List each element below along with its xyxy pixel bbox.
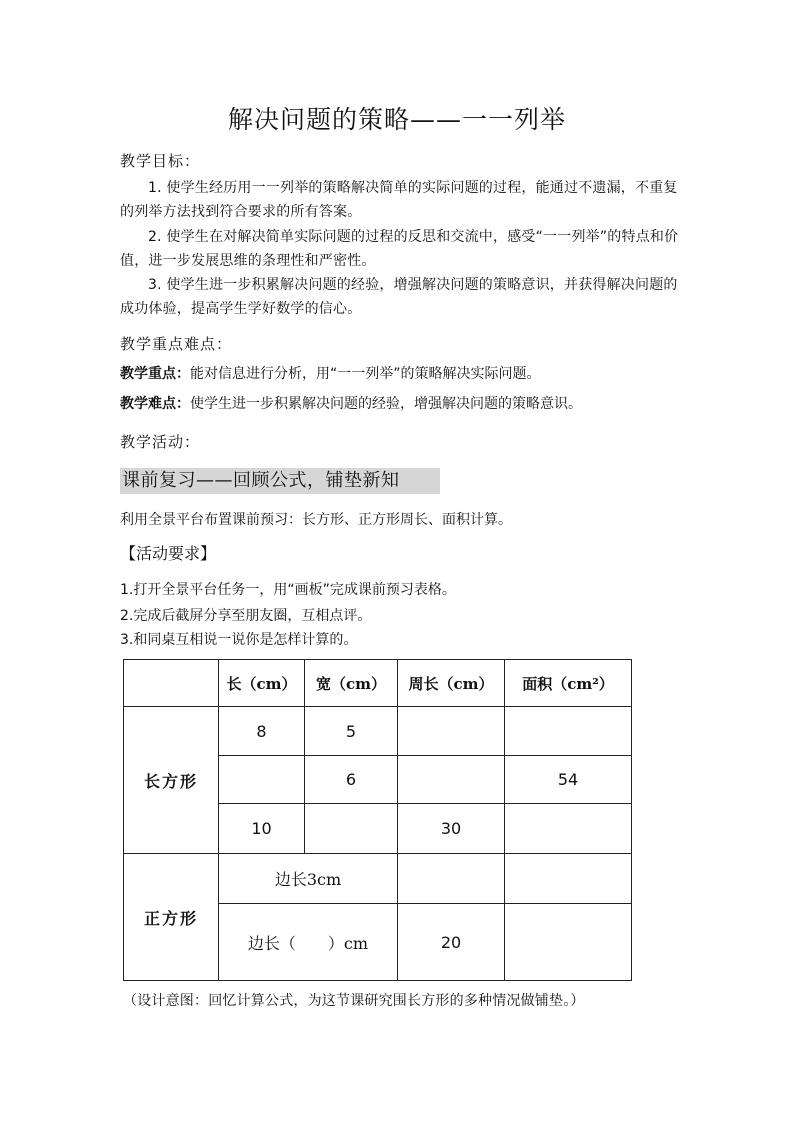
table-header-row <box>124 660 632 707</box>
table-cell <box>219 756 305 804</box>
table-cell: 8 <box>219 707 305 756</box>
page-title: 解决问题的策略——一一列举 <box>227 105 566 134</box>
objective-item <box>120 176 680 224</box>
focus-text: 能对信息进行分析，用“一一列举”的策略解决实际问题。 <box>190 366 541 382</box>
table-cell: 54 <box>505 756 632 804</box>
step-item: 3.和同桌互相说一说你是怎样计算的。 <box>120 632 358 648</box>
square-side-cell: 边长3cm <box>219 854 398 904</box>
step-item: 1.打开全景平台任务一，用“画板”完成课前预习表格。 <box>120 582 456 598</box>
table-cell <box>505 804 632 854</box>
difficulty-text: 使学生进一步积累解决问题的经验，增强解决问题的策略意识。 <box>190 396 582 412</box>
table-cell: 30 <box>398 804 505 854</box>
difficulty-label: 教学难点： <box>120 396 190 412</box>
step-item: 2.完成后截屏分享至朋友圈，互相点评。 <box>120 608 372 624</box>
table-corner-cell <box>124 660 219 707</box>
square-label: 正方形 <box>124 854 219 981</box>
table-row <box>124 854 632 904</box>
rectangle-label: 长方形 <box>124 707 219 854</box>
header-area: 面积（cm²） <box>505 660 632 707</box>
objective-text: 3. 使学生进一步积累解决问题的经验，增强解决问题的策略意识，并获得解决问题的成功体验，提高学生学好数学的信心。 <box>120 277 678 317</box>
objective-item <box>120 273 680 321</box>
objective-text: 2. 使学生在对解决简单实际问题的过程的反思和交流中，感受“一一列举”的特点和价值，进一步发展思维的条理性和严密性。 <box>120 229 679 269</box>
table-row <box>124 707 632 756</box>
requirements-heading: 【活动要求】 <box>120 544 217 563</box>
table-cell <box>398 756 505 804</box>
table-cell: 10 <box>219 804 305 854</box>
objective-text: 1. 使学生经历用一一列举的策略解决简单的实际问题的过程，能通过不遗漏，不重复的列举方法找到符合要求的所有答案。 <box>120 180 678 220</box>
table-cell: 5 <box>305 707 398 756</box>
focus-label: 教学重点： <box>120 366 190 382</box>
activities-heading: 教学活动： <box>120 433 201 451</box>
header-perimeter: 周长（cm） <box>398 660 505 707</box>
objective-item <box>120 225 680 273</box>
table-cell <box>505 854 632 904</box>
keypoints-heading: 教学重点难点： <box>120 335 233 353</box>
square-side-blank-cell: 边长（ ）cm <box>219 904 398 981</box>
table-cell <box>398 854 505 904</box>
design-intent-note: （设计意图：回忆计算公式，为这节课研究围长方形的多种情况做铺垫。） <box>123 993 585 1009</box>
activities-intro: 利用全景平台布置课前预习：长方形、正方形周长、面积计算。 <box>120 512 512 528</box>
preview-table <box>123 659 632 981</box>
table-cell: 6 <box>305 756 398 804</box>
objectives-heading: 教学目标： <box>120 152 201 170</box>
difficulty-line <box>120 392 582 416</box>
table-cell <box>505 707 632 756</box>
header-length: 长（cm） <box>219 660 305 707</box>
header-width: 宽（cm） <box>305 660 398 707</box>
focus-line <box>120 362 541 386</box>
table-cell <box>305 804 398 854</box>
table-cell <box>398 707 505 756</box>
table-cell <box>505 904 632 981</box>
table-cell: 20 <box>398 904 505 981</box>
section-banner: 课前复习——回顾公式，铺垫新知 <box>120 468 440 494</box>
